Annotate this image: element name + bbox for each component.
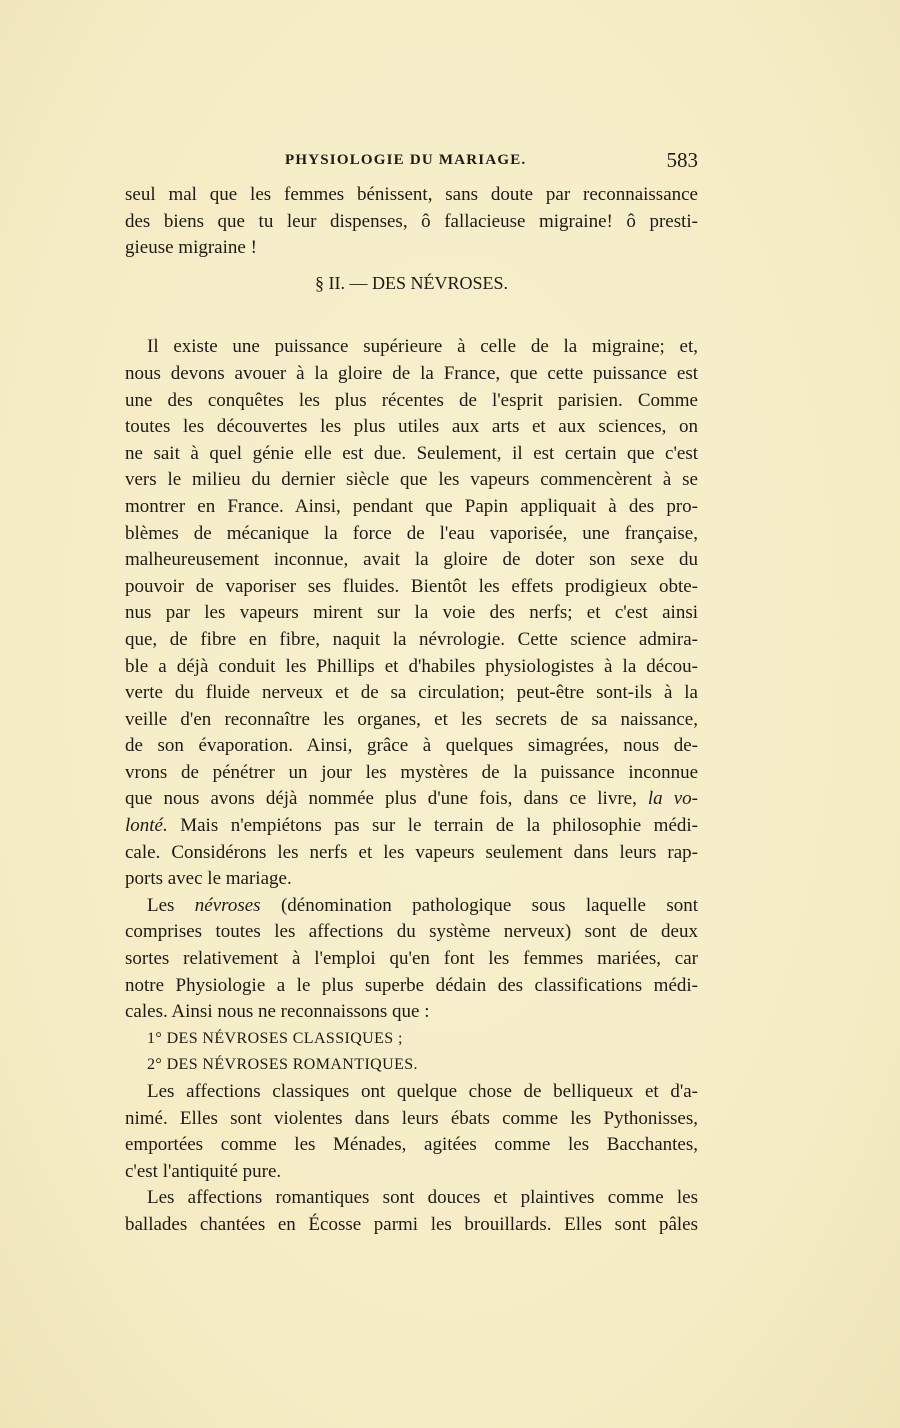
text-segment: emportées comme les Ménades, agitées comme les Bacchantes, [125, 1134, 698, 1156]
text-line [125, 182, 698, 209]
text-line [125, 1079, 698, 1106]
list-item [125, 1026, 698, 1053]
text-segment: cale. Considérons les nerfs et les vapeurs seulement dans leurs rap- [125, 841, 698, 863]
text-segment: 1° DES NÉVROSES CLASSIQUES ; [147, 1029, 403, 1047]
section-heading [125, 270, 698, 297]
text-line [125, 1106, 698, 1133]
italic-text: névroses [194, 894, 261, 916]
text-line [125, 235, 698, 262]
text-line [125, 840, 698, 867]
text-segment: nous devons avouer à la gloire de la France, que cette puissance est [125, 362, 698, 384]
text-line [125, 1052, 698, 1079]
text-segment: sortes relativement à l'emploi qu'en font les femmes mariées, car [125, 948, 698, 970]
text-segment: montrer en France. Ainsi, pendant que Papin appliquait à des pro- [125, 495, 698, 517]
text-line [125, 680, 698, 707]
text-line [125, 999, 698, 1026]
text-line [125, 1212, 698, 1239]
text-line [125, 574, 698, 601]
text-segment: 2° DES NÉVROSES ROMANTIQUES. [147, 1056, 418, 1074]
text-line [125, 414, 698, 441]
paragraph [125, 1185, 698, 1238]
paragraph [125, 182, 698, 262]
text-segment: nus par les vapeurs mirent sur la voie des nerfs; et c'est ainsi [125, 602, 698, 624]
text-line [125, 919, 698, 946]
text-line [125, 1026, 698, 1053]
italic-text: lonté. [125, 815, 168, 837]
text-segment: des biens que tu leur dispenses, ô fallacieuse migraine! ô presti- [125, 210, 698, 232]
text-line [125, 1185, 698, 1212]
text-segment: ballades chantées en Écosse parmi les brouillards. Elles sont pâles [125, 1213, 698, 1235]
running-head [125, 148, 698, 174]
text-segment: Les affections classiques ont quelque chose de belliqueux et d'a- [147, 1081, 698, 1102]
text-segment: Les affections romantiques sont douces et plaintives comme les [147, 1187, 698, 1209]
text-segment: malheureusement inconnue, avait la gloire de doter son sexe du [125, 549, 698, 571]
text-line [125, 467, 698, 494]
text-segment: blèmes de mécanique la force de l'eau vaporisée, une française, [125, 522, 698, 544]
text-segment: comprises toutes les affections du système nerveux) sont de deux [125, 921, 698, 943]
text-segment: seul mal que les femmes bénissent, sans doute par reconnaissance [125, 184, 698, 205]
text-segment: de son évaporation. Ainsi, grâce à quelques simagrées, nous de- [125, 735, 698, 757]
text-line [125, 494, 698, 521]
text-line [125, 209, 698, 236]
text-line [125, 388, 698, 415]
paragraph [125, 893, 698, 1026]
text-segment: Mais n'empiétons pas sur le terrain de la philosophie médi- [167, 815, 698, 837]
text-line [125, 600, 698, 627]
text-line [125, 654, 698, 681]
italic-text: la vo- [647, 788, 699, 810]
text-segment: veille d'en reconnaître les organes, et les secrets de sa naissance, [125, 708, 698, 730]
text-segment: § II. — DES NÉVROSES. [314, 272, 508, 293]
text-line [125, 733, 698, 760]
text-segment: ne sait à quel génie elle est due. Seulement, il est certain que c'est [125, 442, 698, 464]
text-segment: vers le milieu du dernier siècle que les vapeurs commencèrent à se [125, 469, 698, 491]
text-segment: ports avec le mariage. [125, 868, 292, 890]
text-line [125, 707, 698, 734]
text-segment: gieuse migraine ! [125, 237, 257, 259]
text-segment: vrons de pénétrer un jour les mystères de la puissance inconnue [125, 761, 698, 783]
text-segment: verte du fluide nerveux et de sa circulation; peut-être sont-ils à la [125, 682, 698, 704]
page-number: 583 [666, 148, 698, 172]
text-line [125, 334, 698, 361]
text-segment: que, de fibre en fibre, naquit la névrologie. Cette science admira- [125, 628, 698, 650]
text-line [125, 973, 698, 1000]
paragraph [125, 334, 698, 892]
text-segment: cales. Ainsi nous ne reconnaissons que : [125, 1001, 430, 1023]
text-segment: que nous avons déjà nommée plus d'une fois, dans ce livre, [125, 788, 648, 810]
text-segment: Les [147, 894, 195, 916]
text-segment: c'est l'antiquité pure. [125, 1160, 282, 1182]
text-line [125, 813, 698, 840]
text-line [125, 627, 698, 654]
text-segment: notre Physiologie a le plus superbe dédain des classifications médi- [125, 974, 698, 996]
text-line [125, 361, 698, 388]
text-line [125, 1132, 698, 1159]
text-line [125, 866, 698, 893]
text-line [125, 441, 698, 468]
text-line [125, 521, 698, 548]
text-line [125, 786, 698, 813]
text-segment: Il existe une puissance supérieure à celle de la migraine; et, [147, 336, 698, 358]
text-line [125, 946, 698, 973]
text-line [125, 270, 698, 297]
text-line [125, 547, 698, 574]
text-line [125, 893, 698, 920]
list-item [125, 1052, 698, 1079]
text-segment: pouvoir de vaporiser ses fluides. Bientôt les effets prodigieux obte- [125, 575, 698, 597]
text-line [125, 1159, 698, 1186]
running-title: PHYSIOLOGIE DU MARIAGE. [285, 152, 527, 168]
text-segment: une des conquêtes les plus récentes de l'esprit parisien. Comme [125, 389, 698, 411]
text-line [125, 760, 698, 787]
text-segment: toutes les découvertes les plus utiles aux arts et aux sciences, on [125, 416, 698, 438]
paragraph [125, 1079, 698, 1185]
body-text [125, 182, 698, 1239]
text-segment: ble a déjà conduit les Phillips et d'habiles physiologistes à la décou- [125, 655, 698, 677]
text-segment: nimé. Elles sont violentes dans leurs ébats comme les Pythonisses, [125, 1107, 698, 1129]
text-segment: (dénomination pathologique sous laquelle sont [260, 894, 698, 916]
